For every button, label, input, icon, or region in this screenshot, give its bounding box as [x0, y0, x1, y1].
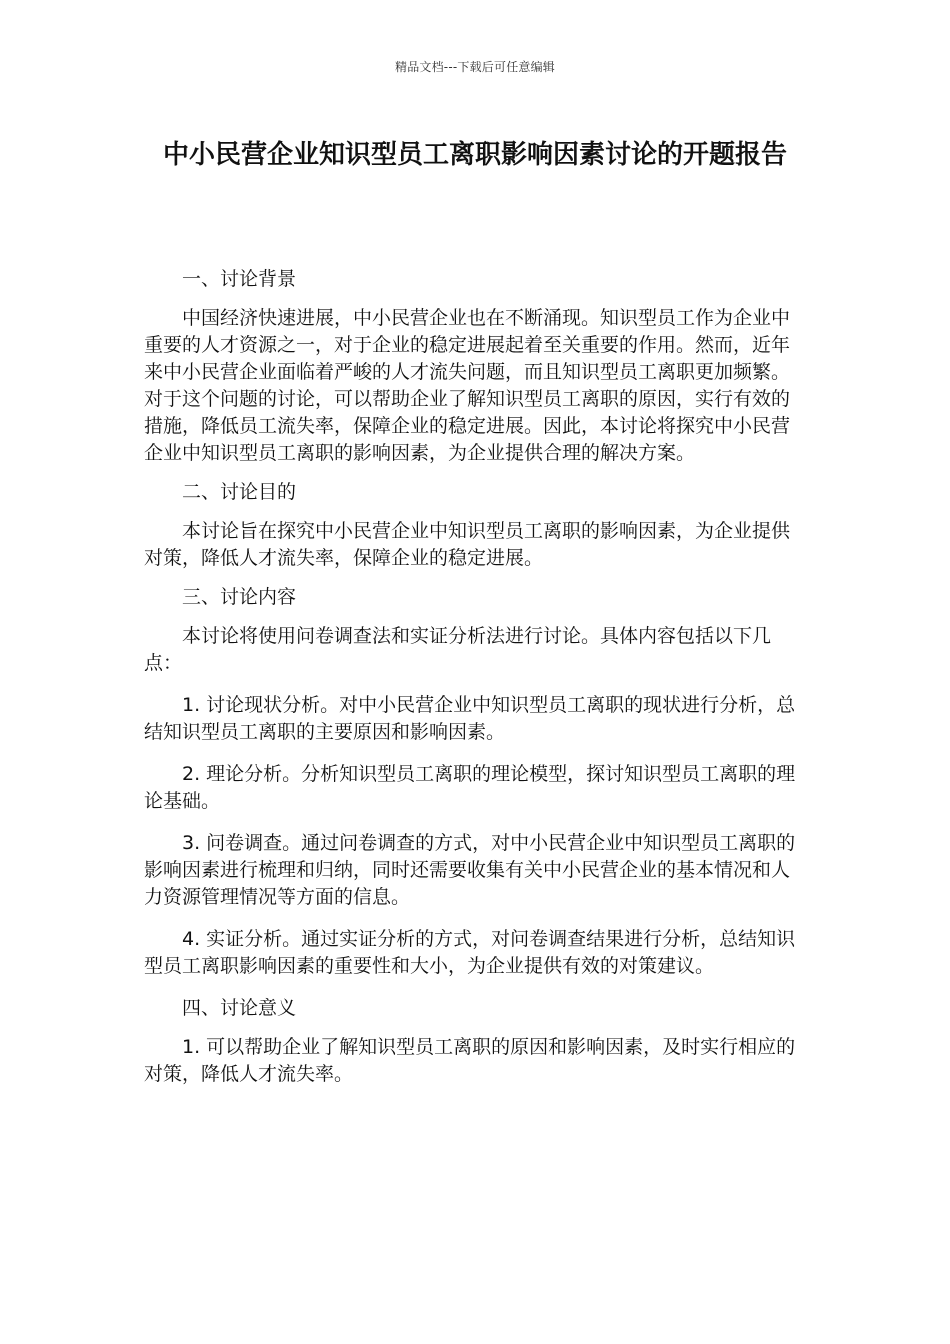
content-list-item: 4. 实证分析。通过实证分析的方式，对问卷调查结果进行分析，总结知识型员工离职影响因素的重要性和大小，为企业提供有效的对策建议。 [144, 928, 796, 977]
content-list-item: 2. 理论分析。分析知识型员工离职的理论模型，探讨知识型员工离职的理论基础。 [144, 763, 796, 812]
background-paragraph: 中国经济快速进展，中小民营企业也在不断涌现。知识型员工作为企业中重要的人才资源之一，对于企业的稳定进展起着至关重要的作用。然而，近年来中小民营企业面临着严峻的人才流失问题，而且知识型员工离职更加频繁。对于这个问题的讨论，可以帮助企业了解知识型员工离职的原因，实行有效的措施，降低员工流失率，保障企业的稳定进展。因此，本讨论将探究中小民营企业中知识型员工离职的影响因素，为企业提供合理的解决方案。 [144, 307, 791, 464]
purpose-paragraph: 本讨论旨在探究中小民营企业中知识型员工离职的影响因素，为企业提供对策，降低人才流失率，保障企业的稳定进展。 [144, 520, 791, 569]
section-heading-significance: 四、讨论意义 [182, 997, 297, 1019]
section-heading-content: 三、讨论内容 [182, 586, 297, 608]
header-note: 精品文档---下载后可任意编辑 [395, 60, 555, 74]
content-list-item: 1. 讨论现状分析。对中小民营企业中知识型员工离职的现状进行分析，总结知识型员工离职的主要原因和影响因素。 [144, 694, 796, 743]
document-title: 中小民营企业知识型员工离职影响因素讨论的开题报告 [162, 140, 787, 170]
document-body [144, 266, 800, 1103]
significance-list-item: 1. 可以帮助企业了解知识型员工离职的原因和影响因素，及时实行相应的对策，降低人才流失率。 [144, 1036, 796, 1085]
section-heading-purpose: 二、讨论目的 [182, 481, 297, 503]
content-intro-paragraph: 本讨论将使用问卷调查法和实证分析法进行讨论。具体内容包括以下几点： [144, 625, 772, 674]
section-heading-background: 一、讨论背景 [182, 268, 297, 290]
content-list-item: 3. 问卷调查。通过问卷调查的方式，对中小民营企业中知识型员工离职的影响因素进行梳理和归纳，同时还需要收集有关中小民营企业的基本情况和人力资源管理情况等方面的信息。 [144, 832, 796, 908]
